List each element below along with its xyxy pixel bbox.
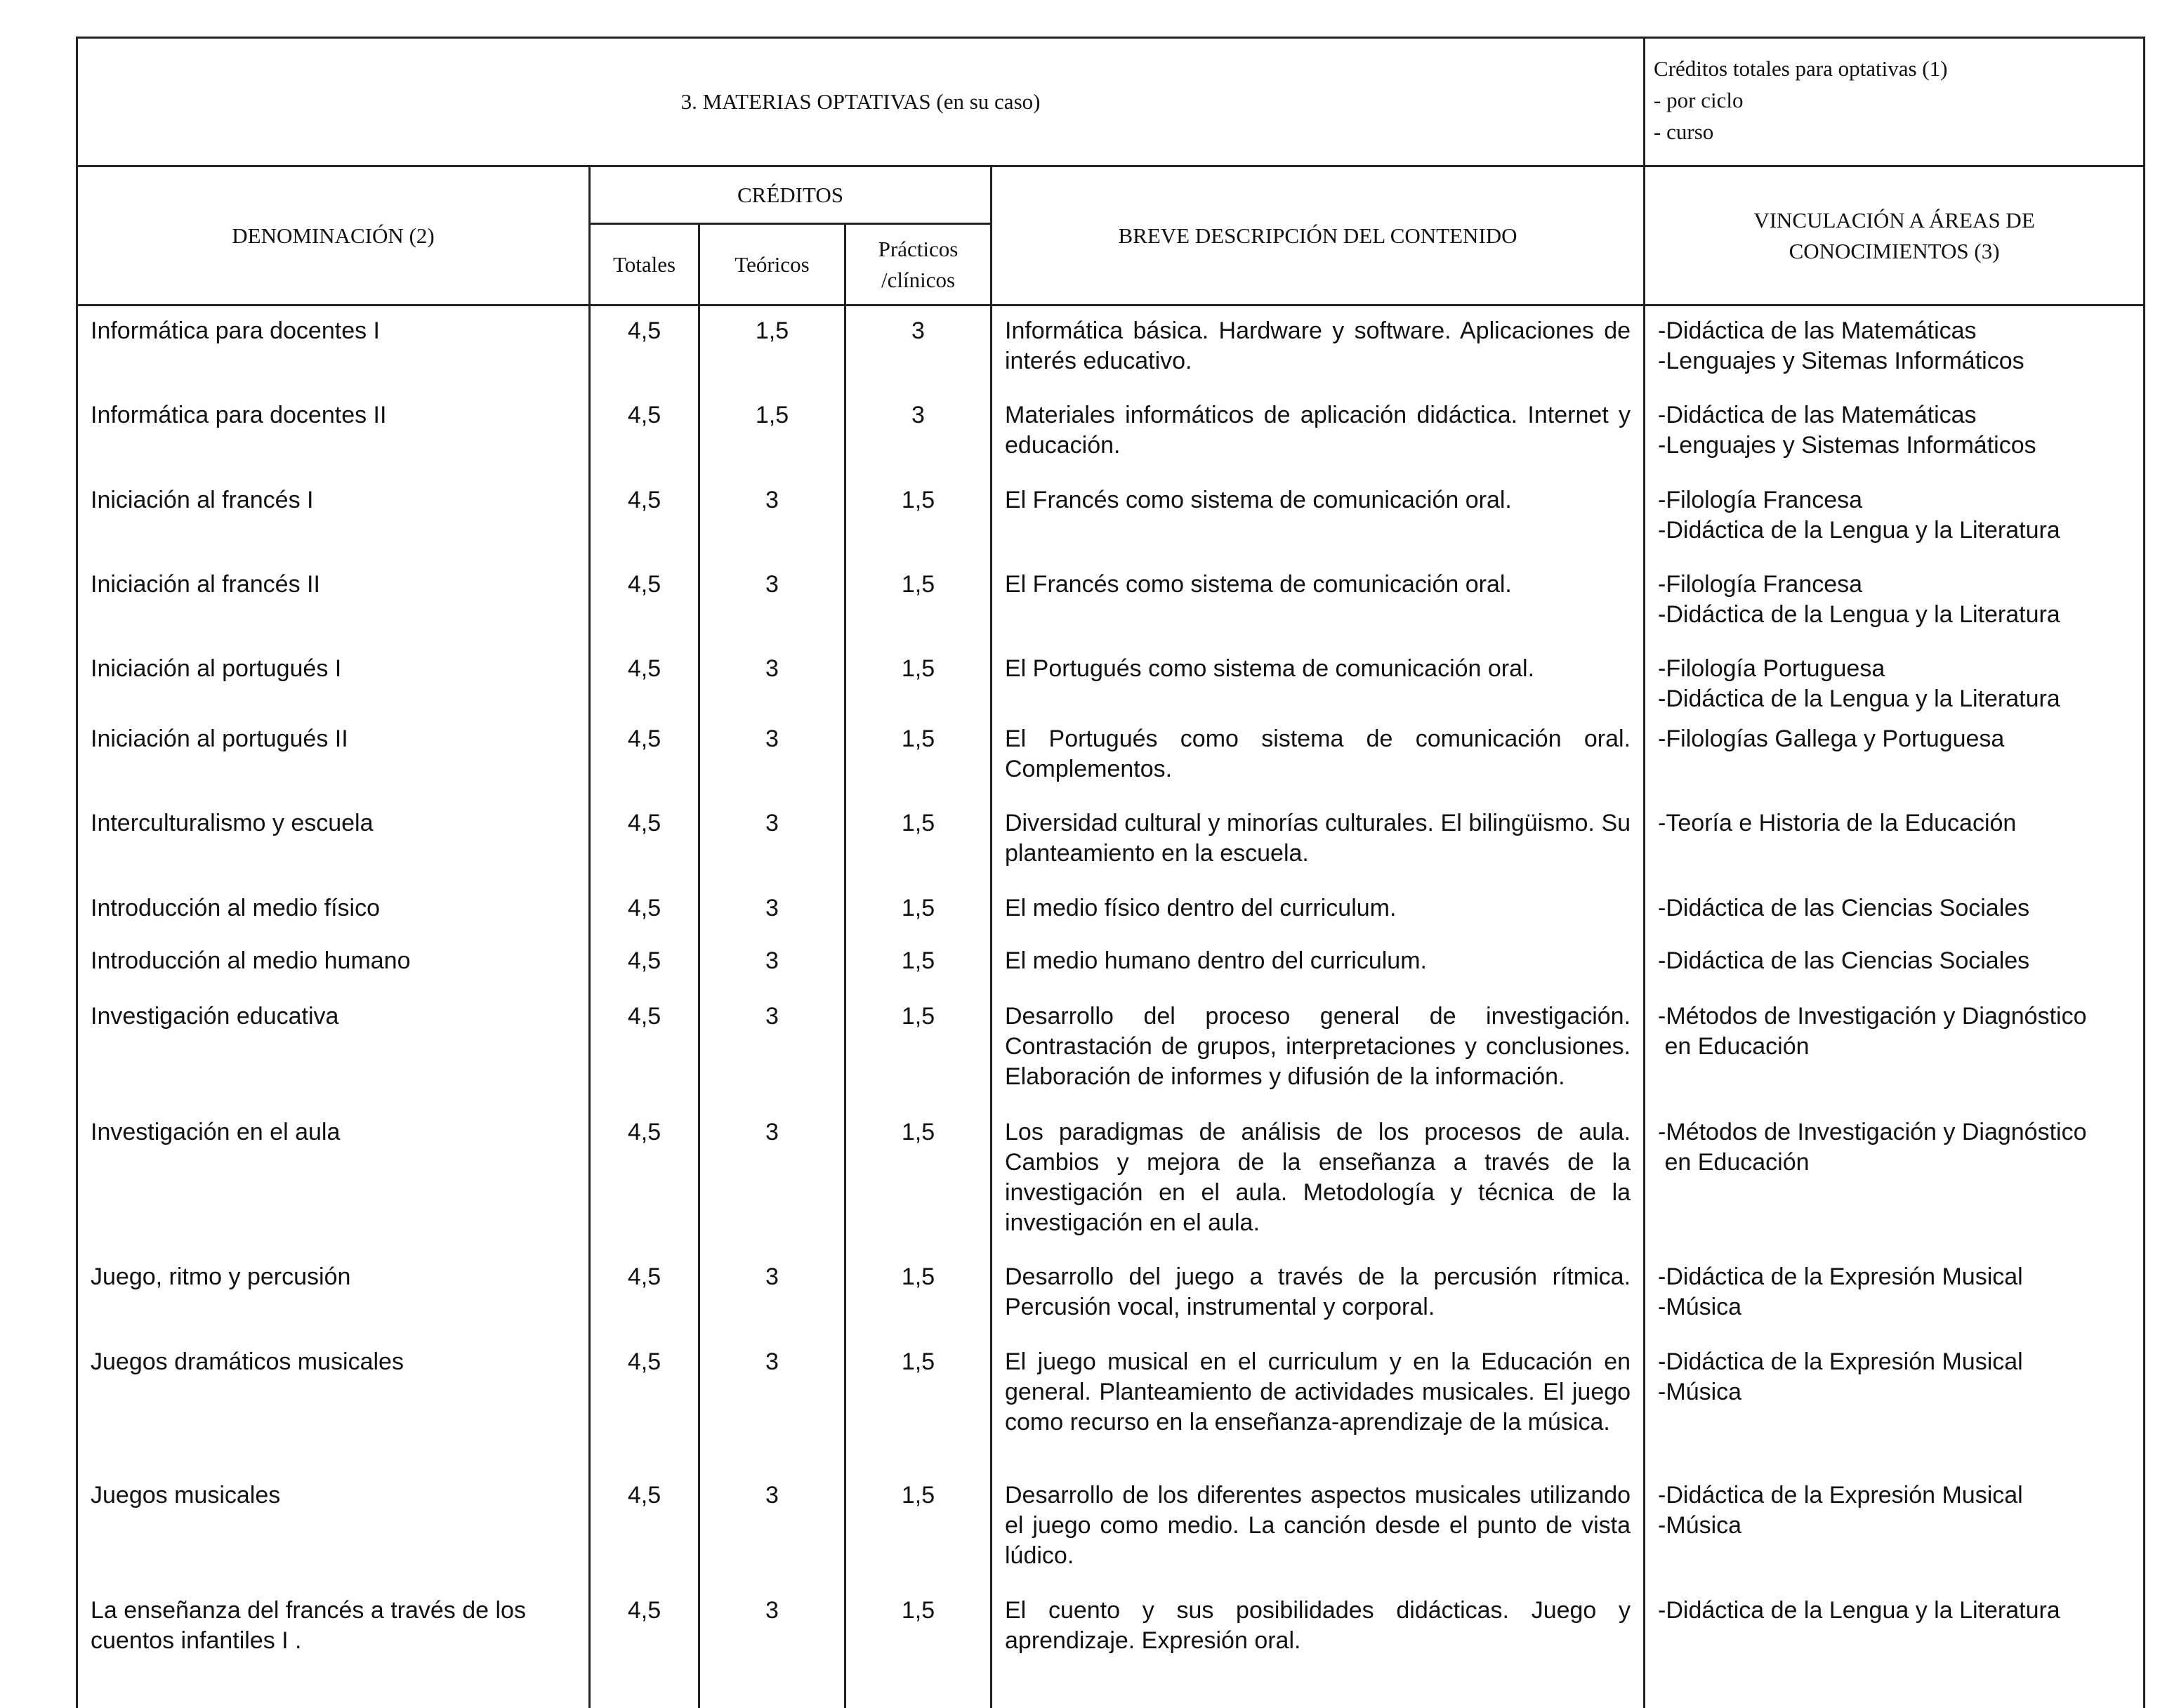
table-row xyxy=(77,936,2145,992)
subject-name-cell: Iniciación al francés I xyxy=(77,475,590,560)
description-cell: El Portugués como sistema de comunicación oral. xyxy=(992,644,1645,714)
subject-name-cell: Informática para docentes II xyxy=(77,390,590,475)
subject-name-cell: Introducción al medio humano xyxy=(77,936,590,992)
credits-teoricos-cell: 1,5 xyxy=(699,390,845,475)
area-item: -Música xyxy=(1658,1511,1742,1539)
area-item: en Educación xyxy=(1658,1148,1810,1176)
credits-totales-cell: 4,5 xyxy=(590,644,699,714)
col-header-practicos xyxy=(845,224,992,306)
description-cell: El medio físico dentro del curriculum. xyxy=(992,883,1645,936)
col-header-creditos-text: CRÉDITOS xyxy=(737,182,843,207)
credits-teoricos-cell: 1,5 xyxy=(699,306,845,390)
table-row xyxy=(77,1471,2145,1586)
area-item: -Lenguajes y Sistemas Informáticos xyxy=(1658,431,2036,459)
areas-cell xyxy=(1645,1252,2145,1337)
table-row xyxy=(77,475,2145,560)
area-item: -Música xyxy=(1658,1293,1742,1320)
credits-teoricos-cell: 3 xyxy=(699,1337,845,1471)
credits-practicos-cell: 1,5 xyxy=(845,1252,992,1337)
credits-practicos-cell: 1,5 xyxy=(845,475,992,560)
area-item: -Filología Francesa xyxy=(1658,570,1863,598)
area-item: -Didáctica de la Lengua y la Literatura xyxy=(1658,516,2060,544)
credits-practicos-cell: 1,5 xyxy=(845,1586,992,1708)
col-header-teoricos-text: Teóricos xyxy=(735,251,810,277)
area-item: -Didáctica de la Expresión Musical xyxy=(1658,1263,2023,1290)
description-cell: Desarrollo del proceso general de investigación. Contrastación de grupos, interpretaciones y conclusiones. Elaboración de informes y difusión de la información. xyxy=(992,992,1645,1108)
credits-teoricos-cell: 3 xyxy=(699,883,845,936)
col-header-creditos xyxy=(590,166,992,224)
subject-name-cell: Investigación en el aula xyxy=(77,1108,590,1252)
credits-totales-cell: 4,5 xyxy=(590,306,699,390)
credits-totales-cell: 4,5 xyxy=(590,714,699,799)
subject-name-cell: Informática para docentes I xyxy=(77,306,590,390)
credits-totales-cell: 4,5 xyxy=(590,390,699,475)
credits-teoricos-cell: 3 xyxy=(699,644,845,714)
credits-per-cycle-label: - por ciclo xyxy=(1654,88,1744,112)
areas-cell xyxy=(1645,1337,2145,1471)
area-item: -Filologías Gallega y Portuguesa xyxy=(1658,725,2005,752)
credits-practicos-cell: 1,5 xyxy=(845,560,992,644)
credits-totales-cell: 4,5 xyxy=(590,1108,699,1252)
subject-name-cell: Juegos dramáticos musicales xyxy=(77,1337,590,1471)
credits-total-box xyxy=(1645,38,2145,166)
area-item: -Didáctica de las Matemáticas xyxy=(1658,401,1977,428)
credits-practicos-cell: 1,5 xyxy=(845,714,992,799)
credits-totales-cell: 4,5 xyxy=(590,1586,699,1708)
table-row xyxy=(77,1337,2145,1471)
credits-totales-cell: 4,5 xyxy=(590,883,699,936)
table-row xyxy=(77,1108,2145,1252)
subject-name-cell: La enseñanza del francés a través de los cuentos infantiles I . xyxy=(77,1586,590,1708)
col-header-descripcion xyxy=(992,166,1645,306)
credits-practicos-cell: 1,5 xyxy=(845,1108,992,1252)
credits-practicos-cell: 3 xyxy=(845,390,992,475)
areas-cell xyxy=(1645,1586,2145,1708)
credits-practicos-cell: 1,5 xyxy=(845,1337,992,1471)
areas-cell xyxy=(1645,883,2145,936)
credits-totales-cell: 4,5 xyxy=(590,560,699,644)
areas-cell xyxy=(1645,992,2145,1108)
credits-totales-cell: 4,5 xyxy=(590,475,699,560)
credits-teoricos-cell: 3 xyxy=(699,936,845,992)
credits-practicos-cell: 1,5 xyxy=(845,644,992,714)
table-row xyxy=(77,1252,2145,1337)
credits-teoricos-cell: 3 xyxy=(699,714,845,799)
credits-per-course-label: - curso xyxy=(1654,119,1714,144)
description-cell: El juego musical en el curriculum y en la Educación en general. Planteamiento de actividades musicales. El juego como recurso en la enseñanza-aprendizaje de la música. xyxy=(992,1337,1645,1471)
area-item: -Didáctica de la Expresión Musical xyxy=(1658,1481,2023,1509)
area-item: en Educación xyxy=(1658,1032,1810,1060)
credits-teoricos-cell: 3 xyxy=(699,1108,845,1252)
credits-practicos-cell: 1,5 xyxy=(845,936,992,992)
credits-teoricos-cell: 3 xyxy=(699,799,845,883)
description-cell: Los paradigmas de análisis de los procesos de aula. Cambios y mejora de la enseñanza a través de la investigación en el aula. Metodología y técnica de la investigación en el aula. xyxy=(992,1108,1645,1252)
description-cell: El Francés como sistema de comunicación oral. xyxy=(992,475,1645,560)
table-row xyxy=(77,644,2145,714)
areas-cell xyxy=(1645,1108,2145,1252)
description-cell: Diversidad cultural y minorías culturales. El bilingüismo. Su planteamiento en la escuela. xyxy=(992,799,1645,883)
section-title-cell xyxy=(77,38,1645,166)
credits-totales-cell: 4,5 xyxy=(590,992,699,1108)
credits-total-label: Créditos totales para optativas (1) xyxy=(1654,56,1948,81)
table-row xyxy=(77,306,2145,390)
area-item: -Didáctica de las Ciencias Sociales xyxy=(1658,894,2030,921)
col-header-vinculacion xyxy=(1645,166,2145,306)
areas-cell xyxy=(1645,306,2145,390)
table-row xyxy=(77,883,2145,936)
credits-teoricos-cell: 3 xyxy=(699,560,845,644)
table-row xyxy=(77,390,2145,475)
areas-cell xyxy=(1645,390,2145,475)
credits-teoricos-cell: 3 xyxy=(699,1471,845,1586)
table-row xyxy=(77,992,2145,1108)
col-header-practicos-line2: /clínicos xyxy=(881,267,956,292)
credits-practicos-cell: 1,5 xyxy=(845,1471,992,1586)
area-item: -Métodos de Investigación y Diagnóstico xyxy=(1658,1118,2087,1145)
credits-teoricos-cell: 3 xyxy=(699,1252,845,1337)
col-header-descripcion-text: BREVE DESCRIPCIÓN DEL CONTENIDO xyxy=(1118,223,1517,248)
subject-name-cell: Juegos musicales xyxy=(77,1471,590,1586)
area-item: -Lenguajes y Sitemas Informáticos xyxy=(1658,348,2024,374)
table-row xyxy=(77,714,2145,799)
subject-name-cell: Iniciación al portugués II xyxy=(77,714,590,799)
credits-practicos-cell: 1,5 xyxy=(845,883,992,936)
credits-totales-cell: 4,5 xyxy=(590,799,699,883)
credits-teoricos-cell: 3 xyxy=(699,992,845,1108)
credits-totales-cell: 4,5 xyxy=(590,1471,699,1586)
areas-cell xyxy=(1645,475,2145,560)
area-item: -Filología Portuguesa xyxy=(1658,655,1885,682)
description-cell: El Francés como sistema de comunicación oral. xyxy=(992,560,1645,644)
areas-cell xyxy=(1645,799,2145,883)
col-header-totales xyxy=(590,224,699,306)
credits-teoricos-cell: 3 xyxy=(699,1586,845,1708)
area-item: -Didáctica de la Lengua y la Literatura xyxy=(1658,1596,2060,1624)
subject-name-cell: Interculturalismo y escuela xyxy=(77,799,590,883)
area-item: -Didáctica de las Ciencias Sociales xyxy=(1658,947,2030,974)
subject-name-cell: Iniciación al francés II xyxy=(77,560,590,644)
areas-cell xyxy=(1645,560,2145,644)
area-item: -Didáctica de la Lengua y la Literatura xyxy=(1658,685,2060,712)
credits-practicos-cell: 3 xyxy=(845,306,992,390)
credits-totales-cell: 4,5 xyxy=(590,1337,699,1471)
description-cell: Desarrollo del juego a través de la percusión rítmica. Percusión vocal, instrumental y corporal. xyxy=(992,1252,1645,1337)
col-header-denominacion xyxy=(77,166,590,306)
subject-name-cell: Iniciación al portugués I xyxy=(77,644,590,714)
col-header-totales-text: Totales xyxy=(612,251,676,277)
credits-totales-cell: 4,5 xyxy=(590,936,699,992)
optativas-sheet xyxy=(76,37,2143,1659)
area-item: -Teoría e Historia de la Educación xyxy=(1658,809,2017,836)
credits-totales-cell: 4,5 xyxy=(590,1252,699,1337)
section-title: 3. MATERIAS OPTATIVAS (en su caso) xyxy=(680,89,1041,114)
col-header-denominacion-text: DENOMINACIÓN (2) xyxy=(232,223,435,248)
area-item: -Filología Francesa xyxy=(1658,486,1863,513)
col-header-practicos-line1: Prácticos xyxy=(878,236,959,261)
credits-practicos-cell: 1,5 xyxy=(845,992,992,1108)
description-cell: El Portugués como sistema de comunicación oral. Complementos. xyxy=(992,714,1645,799)
subject-name-cell: Introducción al medio físico xyxy=(77,883,590,936)
credits-teoricos-cell: 3 xyxy=(699,475,845,560)
table-row xyxy=(77,1586,2145,1708)
areas-cell xyxy=(1645,1471,2145,1586)
area-item: -Didáctica de la Expresión Musical xyxy=(1658,1348,2023,1375)
areas-cell xyxy=(1645,714,2145,799)
description-cell: El cuento y sus posibilidades didácticas. Juego y aprendizaje. Expresión oral. xyxy=(992,1586,1645,1708)
subject-name-cell: Investigación educativa xyxy=(77,992,590,1108)
table-row xyxy=(77,560,2145,644)
area-item: -Didáctica de las Matemáticas xyxy=(1658,317,1977,344)
description-cell: Desarrollo de los diferentes aspectos musicales utilizando el juego como medio. La canción desde el punto de vista lúdico. xyxy=(992,1471,1645,1586)
subject-name-cell: Juego, ritmo y percusión xyxy=(77,1252,590,1337)
col-header-vinculacion-line2: CONOCIMIENTOS (3) xyxy=(1789,238,2000,263)
area-item: -Métodos de Investigación y Diagnóstico xyxy=(1658,1002,2087,1030)
col-header-teoricos xyxy=(699,224,845,306)
area-item: -Didáctica de la Lengua y la Literatura xyxy=(1658,600,2060,628)
table-row xyxy=(77,799,2145,883)
areas-cell xyxy=(1645,644,2145,714)
areas-cell xyxy=(1645,936,2145,992)
description-cell: Materiales informáticos de aplicación didáctica. Internet y educación. xyxy=(992,390,1645,475)
area-item: -Música xyxy=(1658,1378,1742,1405)
col-header-vinculacion-line1: VINCULACIÓN A ÁREAS DE xyxy=(1753,207,2035,232)
credits-practicos-cell: 1,5 xyxy=(845,799,992,883)
description-cell: Informática básica. Hardware y software. Aplicaciones de interés educativo. xyxy=(992,306,1645,390)
description-cell: El medio humano dentro del curriculum. xyxy=(992,936,1645,992)
optativas-table xyxy=(76,37,2145,1708)
